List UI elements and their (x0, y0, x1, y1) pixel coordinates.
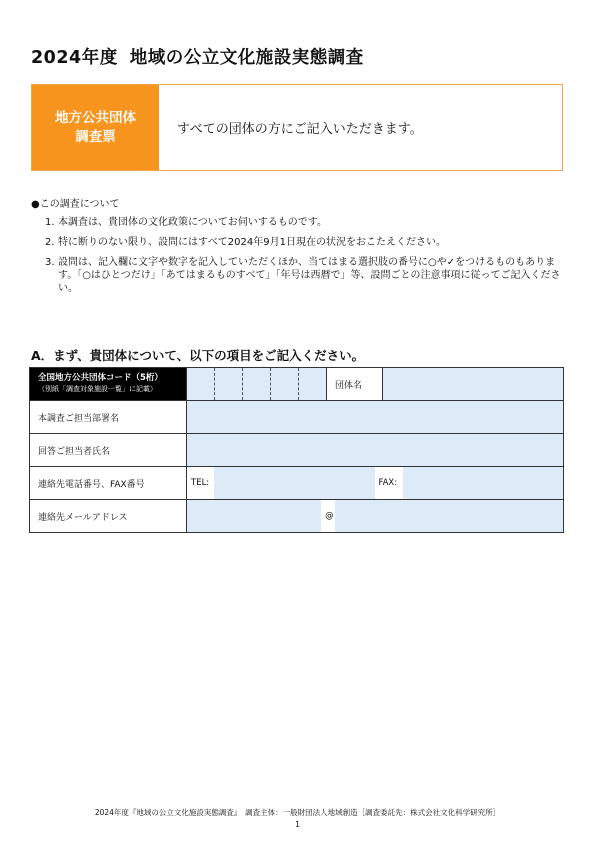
org-code-input[interactable] (187, 368, 327, 401)
dept-label: 本調査ご担当部署名 (30, 401, 187, 434)
about-item-text: 設問は、記入欄に文字や数字を記入していただくほか、当てはまる選択肢の番号に○や✓をつけるものもあります。「○はひとつだけ」「あてはまるものすべて」「年号は西暦で」等、設問ごとの注意事項に従ってご記入ください。 (58, 257, 561, 294)
phone-label: 連絡先電話番号、FAX番号 (30, 467, 187, 500)
form-type-line2: 調査票 (75, 128, 116, 145)
org-name-input[interactable] (383, 368, 564, 401)
code-label: 全国地方公共団体コード（5桁） (38, 373, 163, 383)
dept-input[interactable] (187, 401, 564, 434)
fax-input[interactable] (403, 467, 564, 499)
code-digit-1[interactable] (187, 368, 215, 400)
person-input[interactable] (187, 434, 564, 467)
at-sign: @ (321, 500, 335, 532)
code-digit-4[interactable] (271, 368, 299, 400)
about-heading: ●この調査について (31, 199, 120, 210)
phone-fax-cell (187, 467, 564, 500)
email-label: 連絡先メールアドレス (30, 500, 187, 533)
table-row (30, 401, 564, 434)
code-digit-5[interactable] (299, 368, 326, 400)
about-item-text: 特に断りのない限り、設問にはすべて2024年9月1日現在の状況をおこたえください。 (58, 237, 446, 248)
code-digit-3[interactable] (243, 368, 271, 400)
email-cell (187, 500, 564, 533)
page-title (31, 44, 364, 69)
table-row (30, 434, 564, 467)
survey-year: 2024年度 (31, 48, 118, 68)
page-number: 1 (295, 820, 300, 829)
section-a-heading: A．まず、貴団体について、以下の項目をご記入ください。 (31, 348, 365, 363)
email-local-input[interactable] (187, 500, 321, 532)
table-row (30, 368, 564, 401)
email-domain-input[interactable] (335, 500, 563, 532)
about-item-number: 2. (45, 237, 55, 248)
tel-input[interactable] (214, 467, 375, 499)
code-digit-2[interactable] (215, 368, 243, 400)
page-footer (0, 807, 595, 831)
footer-text: 2024年度『地域の公立文化施設実態調査』 調査主体：一般財団法人地域創造［調査委託先：株式会社文化科学研究所］ (94, 808, 501, 817)
respondent-info-table (29, 367, 564, 533)
tel-label: TEL: (187, 467, 214, 499)
about-item-number: 3. (45, 257, 55, 268)
intro-text: すべての団体の方にご記入いただきます。 (177, 122, 423, 137)
survey-title: 地域の公立文化施設実態調査 (129, 48, 364, 68)
org-name-label: 団体名 (327, 368, 383, 401)
about-list (31, 216, 561, 295)
about-item (45, 216, 561, 229)
form-type-line1: 地方公共団体 (55, 109, 136, 126)
about-item-text: 本調査は、貴団体の文化政策についてお伺いするものです。 (58, 217, 327, 228)
code-label-cell (30, 368, 187, 401)
form-type-label (32, 85, 159, 170)
about-item (45, 236, 561, 249)
table-row (30, 500, 564, 533)
fax-label: FAX: (375, 467, 403, 499)
table-row (30, 467, 564, 500)
about-item-number: 1. (45, 217, 55, 228)
code-label-note: （別紙「調査対象施設一覧」に記載） (38, 385, 157, 393)
person-label: 回答ご担当者氏名 (30, 434, 187, 467)
about-item (45, 256, 561, 295)
about-section (31, 195, 561, 302)
intro-box (31, 84, 563, 171)
